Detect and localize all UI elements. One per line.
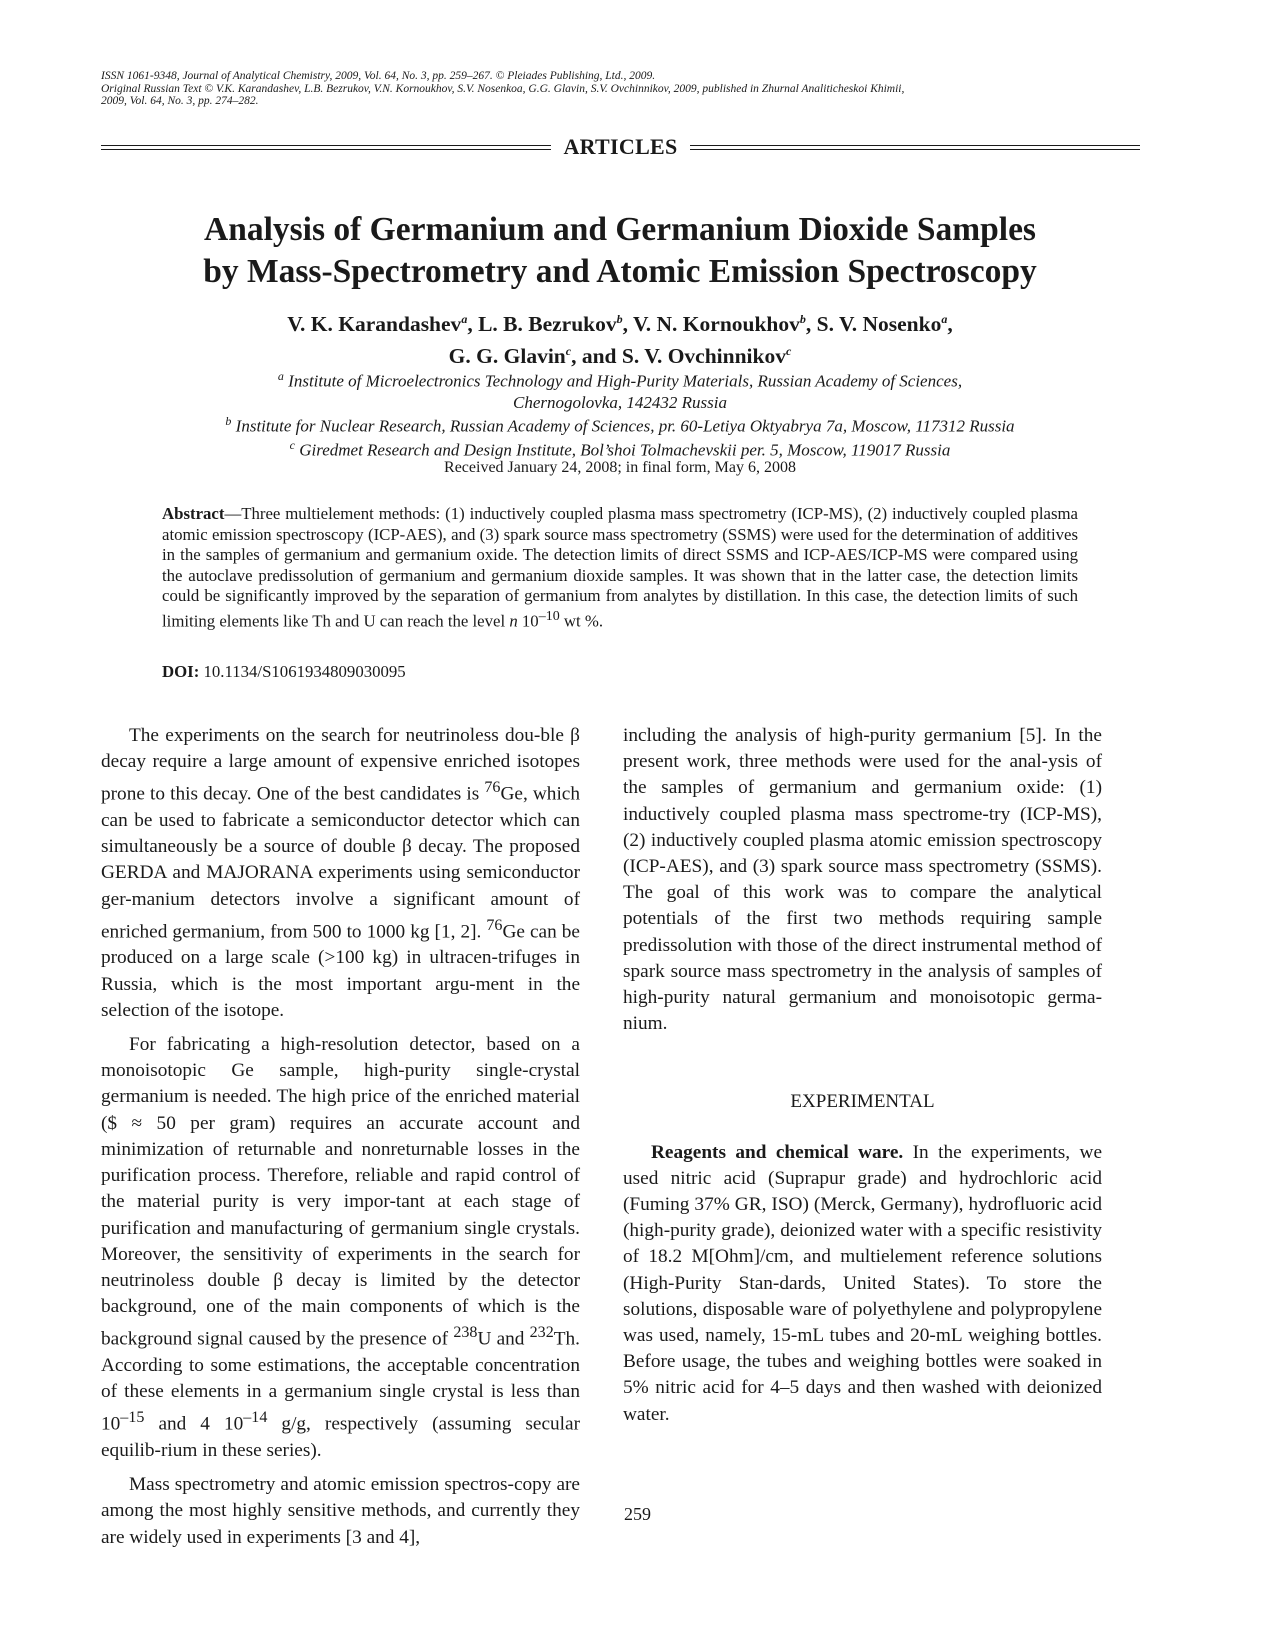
abstract-text: —Three multielement methods: (1) inductively coupled plasma mass spectrometry (ICP-MS), (2) inductively coupled plasma atomic emission spectroscopy (ICP-AES), and (3) spark source mass spectrometry (SSMS) were used for the determination of additives in the samples of germanium and germanium oxide. The detection limits of direct SSMS and ICP-AES/ICP-MS were compared using the autoclave predissolution of germanium and germanium dioxide samples. It was shown that in the latter case, the detection limits could be significantly improved by the separation of germanium from analytes by distillation. In this case, the detection limits of such limiting elements like Th and U can reach the level [162,504,1078,631]
superscript: 76 [486,916,503,934]
author-affil-mark: c [786,344,792,359]
received-dates: Received January 24, 2008; in final form, May 6, 2008 [444,459,796,476]
affiliation-b [100,411,1140,437]
author-name: G. G. Glavin [448,344,566,369]
text-run: and 4 10 [144,1413,244,1435]
superscript: –15 [120,1409,145,1427]
superscript: 232 [529,1324,554,1342]
affiliation-mark: a [277,369,284,383]
title-line-2: by Mass-Spectrometry and Atomic Emission Spectroscopy [203,253,1037,290]
section-label: ARTICLES [563,134,678,159]
affiliation-text: Institute for Nuclear Research, Russian Academy of Sciences, pr. 60-Letiya Oktyabrya 7a, Moscow, 117312 Russia [235,416,1015,436]
affiliation-mark: c [289,438,295,452]
header-line-3: 2009, Vol. 64, No. 3, pp. 274–282. [101,95,259,107]
left-column [101,723,580,1559]
section-heading: EXPERIMENTAL [790,1091,935,1113]
doi [162,662,1078,682]
page-number: 259 [624,1504,651,1524]
author-line-2: G. G. Glavin$^c$, and S. V. Ovchinnikov$^c$ [448,344,792,369]
affiliation-c [100,435,1140,461]
paragraph [623,1140,1102,1428]
paragraph: Mass spectrometry and atomic emission spectros-copy are among the most highly sensitive methods, and currently they are widely used in experiments [3 and 4], [101,1474,580,1548]
author-name: S. V. Nosenko [816,312,942,337]
author-affil-mark: c [565,344,572,359]
section-banner [101,133,1140,161]
text-run: In the experiments, we used nitric acid (Suprapur grade) and hydrochloric acid (Fuming 37% GR, ISO) (Merck, Germany), hydrofluoric acid (high-purity grade), deionized water with a specific resistivity of 18.2 M[Ohm]/cm, and multielement reference solutions (High-Purity Stan-dards, United States). To store the solutions, disposable ware of polyethylene and polypropylene was used, namely, 15-mL tubes and 20-mL weighing bottles. Before usage, the tubes and weighing bottles were soaked in 5% nitric acid for 4–5 days and then washed with deionized water. [623,1141,1102,1425]
header-line-2: Original Russian Text © V.K. Karandashev, L.B. Bezrukov, V.N. Kornoukhov, S.V. Nosenkoa, G.G. Glavin, S.V. Ovchinnikov, 2009, published in Zhurnal Analiticheskoi Khimii, [101,82,905,95]
header-line-1: ISSN 1061-9348, Journal of Analytical Chemistry, 2009, Vol. 64, No. 3, pp. 259–267. © Pleiades Publishing, Ltd., 2009. [101,70,656,82]
author-name: V. K. Karandashev [287,312,462,337]
text-run: Ge can be produced on a large scale (>100 kg) in ultracen-trifuges in Russia, which is the most important argu-ment in the selection of the isotope. [101,921,580,1021]
affiliation-text: Chernogolovka, 142432 Russia [513,392,727,412]
author-line-1: V. K. Karandashev$^a$, L. B. Bezrukov$^b$, V. N. Kornoukhov$^b$, S. V. Nosenko$^a$, [287,312,953,337]
abstract [162,504,1078,632]
paragraph: including the analysis of high-purity germanium [5]. In the present work, three methods were used for the anal-ysis of the samples of germanium and germanium oxide: (1) inductively coupled plasma mass spectrome-try (ICP-MS), (2) inductively coupled plasma atomic emission spectroscopy (ICP-AES), and (3) spark source mass spectrometry (SSMS). The goal of this work was to compare the analytical potentials of the first two methods requiring sample predissolution with those of the direct instrumental method of spark source mass spectrometry in the analysis of samples of high-purity natural germanium and monoisotopic germa-nium. [623,725,1102,1035]
abstract-unit: wt %. [559,611,604,631]
title-line-1: Analysis of Germanium and Germanium Dioxide Samples [204,211,1036,248]
affiliation-text: Giredmet Research and Design Institute, Bol’shoi Tolmachevskii per. 5, Moscow, 119017 Russia [299,440,951,460]
doi-label: DOI: [162,662,200,681]
right-column [623,723,1102,1436]
text-run: Ge, which can be used to fabricate a semiconductor detector which can simultaneously be a source of double β decay. The proposed GERDA and MAJORANA experiments using semiconductor ger-manium detectors involve a significant amount of enriched germanium, from 500 to 1000 kg [1, 2]. [101,783,580,943]
author-affil-mark: b [799,312,806,326]
paragraph [101,723,580,1024]
doi-link[interactable]: 10.1134/S1061934809030095 [203,662,406,681]
author-affil-mark: a [461,312,468,326]
run-in-heading: Reagents and chemical ware. [651,1141,904,1163]
paragraph [101,1032,580,1464]
text-run: g/g, respectively (assuming secular equilib-rium in these series). [101,1413,580,1461]
author-affil-mark: b [616,312,623,326]
abstract-exponent: –10 [538,608,560,624]
abstract-value: 10 [517,611,539,631]
author-name: V. N. Kornoukhov [633,312,800,337]
banner-rule-left [101,145,551,150]
author-name: L. B. Bezrukov [478,312,617,337]
text-run: Th. According to some estimations, the acceptable concentration of these elements in a germanium single crystal is less than 10 [101,1328,580,1435]
superscript: 238 [453,1324,478,1342]
affiliation-a [100,366,1140,413]
author-list [100,306,1140,370]
affiliation-mark: b [225,414,232,428]
author-name: S. V. Ovchinnikov [621,344,786,369]
superscript: –14 [243,1409,268,1427]
superscript: 76 [484,779,501,797]
text-run: For fabricating a high-resolution detector, based on a monoisotopic Ge sample, high-purity single-crystal germanium is needed. The high price of the enriched material ($ ≈ 50 per gram) requires an accurate account and minimization of returnable and nonreturnable losses in the purification process. Therefore, reliable and rapid control of the material purity is very impor-tant at each stage of purification and manufacturing of germanium single crystals. Moreover, the sensitivity of experiments in the search for neutrinoless double β decay is limited by the detector background, one of the main components of which is the background signal caused by the presence of [101,1034,580,1350]
abstract-n: n [509,611,518,631]
text-run: The experiments on the search for neutrinoless dou-ble β decay require a large amount of expensive enriched isotopes prone to this decay. One of the best candidates is [101,725,580,805]
affiliation-text: Institute of Microelectronics Technology and High-Purity Materials, Russian Academy of Sciences, [288,371,963,391]
abstract-label: Abstract [162,504,225,523]
author-affil-mark: a [941,312,948,326]
article-title [100,209,1140,293]
journal-header [101,70,1141,108]
banner-rule-right [690,145,1140,150]
text-run: U and [477,1328,530,1350]
